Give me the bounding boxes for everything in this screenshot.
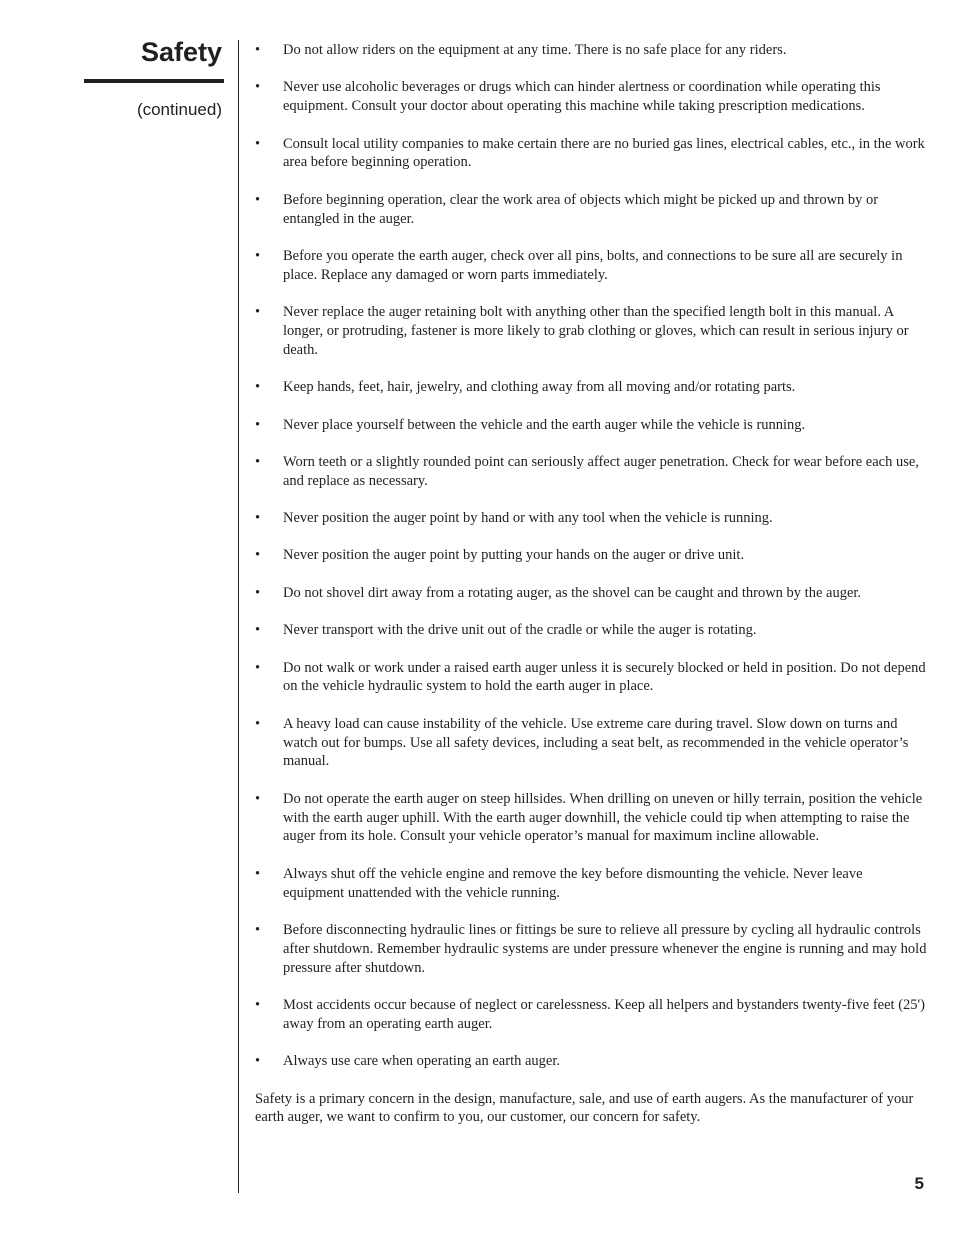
list-item — [255, 41, 927, 60]
bullet-icon: • — [255, 379, 261, 396]
bullet-icon: • — [255, 42, 261, 58]
title-underline — [84, 79, 224, 83]
bullet-icon: • — [255, 247, 261, 264]
list-item — [255, 715, 927, 771]
list-item-text: A heavy load can cause instability of the vehicle. Use extreme care during travel. Slow down on turns and watch out for bumps. Use all safety devices, including a seat belt, as recommended in the vehicle operator’s manual. — [283, 715, 909, 770]
list-item-text: Before beginning operation, clear the work area of objects which might be picked up and thrown by or entangled in the auger. — [283, 191, 879, 227]
safety-bullet-list — [255, 41, 927, 1071]
list-item-text: Never replace the auger retaining bolt with anything other than the specified length bolt in this manual. A longer, or protruding, fastener is more likely to grab clothing or gloves, which can result in serious injury or death. — [283, 304, 909, 358]
bullet-icon: • — [255, 79, 261, 96]
list-item — [255, 453, 927, 491]
list-item — [255, 78, 927, 116]
column-divider — [238, 40, 239, 1193]
list-item-text: Consult local utility companies to make certain there are no buried gas lines, electrical cables, etc., in the work area before beginning operation. — [283, 135, 925, 171]
list-item-text: Never position the auger point by putting your hands on the auger or drive unit. — [283, 547, 745, 564]
list-item-text: Do not walk or work under a raised earth auger unless it is securely blocked or held in position. Do not depend on the vehicle hydraulic system to hold the earth auger in place. — [283, 659, 926, 695]
bullet-icon: • — [255, 416, 261, 433]
page-number: 5 — [914, 1174, 924, 1193]
list-item — [255, 509, 927, 528]
section-subtitle: (continued) — [136, 100, 222, 119]
list-item-text: Worn teeth or a slightly rounded point can seriously affect auger penetration. Check for wear before each use, and replace as necessary. — [283, 453, 919, 489]
bullet-icon: • — [255, 922, 261, 938]
bullet-icon: • — [255, 622, 261, 639]
list-item — [255, 659, 927, 697]
section-title: Safety — [140, 37, 222, 67]
list-item — [255, 135, 927, 173]
list-item — [255, 584, 927, 603]
list-item-text: Keep hands, feet, hair, jewelry, and clothing away from all moving and/or rotating parts. — [283, 379, 796, 396]
list-item — [255, 865, 927, 903]
bullet-icon: • — [255, 304, 261, 321]
bullet-icon: • — [255, 1053, 261, 1070]
bullet-icon: • — [255, 790, 261, 807]
list-item — [255, 247, 927, 285]
list-item — [255, 621, 927, 640]
list-item-text: Never transport with the drive unit out of the cradle or while the auger is rotating. — [283, 622, 757, 639]
bullet-icon: • — [255, 135, 261, 152]
bullet-icon: • — [255, 659, 261, 676]
bullet-icon: • — [255, 510, 261, 527]
bullet-icon: • — [255, 453, 261, 470]
closing-paragraph: Safety is a primary concern in the design, manufacture, sale, and use of earth augers. As the manufacturer of your earth auger, we want to confirm to you, our customer, our concern for safety. — [255, 1090, 914, 1126]
list-item-text: Never place yourself between the vehicle and the earth auger while the vehicle is running. — [283, 416, 806, 433]
list-item-text: Do not operate the earth auger on steep hillsides. When drilling on uneven or hilly terrain, position the vehicle with the earth auger uphill. With the earth auger downhill, the vehicle could tip when attempting to raise the auger from its hole. Consult your vehicle operator’s manual for maximum incline allowable. — [283, 790, 923, 845]
bullet-icon: • — [255, 715, 261, 732]
sidebar — [0, 0, 238, 1235]
list-item-text: Before you operate the earth auger, check over all pins, bolts, and connections to be sure all are securely in place. Replace any damaged or worn parts immediately. — [283, 247, 903, 283]
list-item — [255, 303, 927, 359]
bullet-icon: • — [255, 996, 261, 1013]
list-item-text: Never use alcoholic beverages or drugs which can hinder alertness or coordination while operating this equipment. Consult your doctor about operating this machine while taking prescription medications. — [283, 79, 881, 115]
list-item-text: Always shut off the vehicle engine and remove the key before dismounting the vehicle. Never leave equipment unattended with the vehicle running. — [283, 865, 863, 901]
list-item-text: Never position the auger point by hand or with any tool when the vehicle is running. — [283, 510, 773, 527]
main-content — [255, 41, 927, 1127]
list-item — [255, 416, 927, 435]
list-item-text: Most accidents occur because of neglect or carelessness. Keep all helpers and bystanders twenty-five feet (25') away from an operating earth auger. — [283, 996, 925, 1032]
list-item — [255, 790, 927, 846]
list-item-text: Before disconnecting hydraulic lines or fittings be sure to relieve all pressure by cycling all hydraulic controls after shutdown. Remember hydraulic systems are under pressure whenever the engine is running and may hold pressure after shutdown. — [283, 922, 927, 976]
list-item — [255, 996, 927, 1034]
bullet-icon: • — [255, 191, 261, 208]
list-item-text: Always use care when operating an earth auger. — [283, 1053, 560, 1070]
bullet-icon: • — [255, 865, 261, 882]
list-item — [255, 1052, 927, 1071]
bullet-icon: • — [255, 584, 261, 601]
bullet-icon: • — [255, 547, 261, 564]
list-item — [255, 378, 927, 397]
list-item — [255, 191, 927, 229]
list-item-text: Do not allow riders on the equipment at any time. There is no safe place for any riders. — [283, 42, 787, 58]
list-item-text: Do not shovel dirt away from a rotating auger, as the shovel can be caught and thrown by the auger. — [283, 584, 862, 601]
list-item — [255, 921, 927, 977]
list-item — [255, 546, 927, 565]
